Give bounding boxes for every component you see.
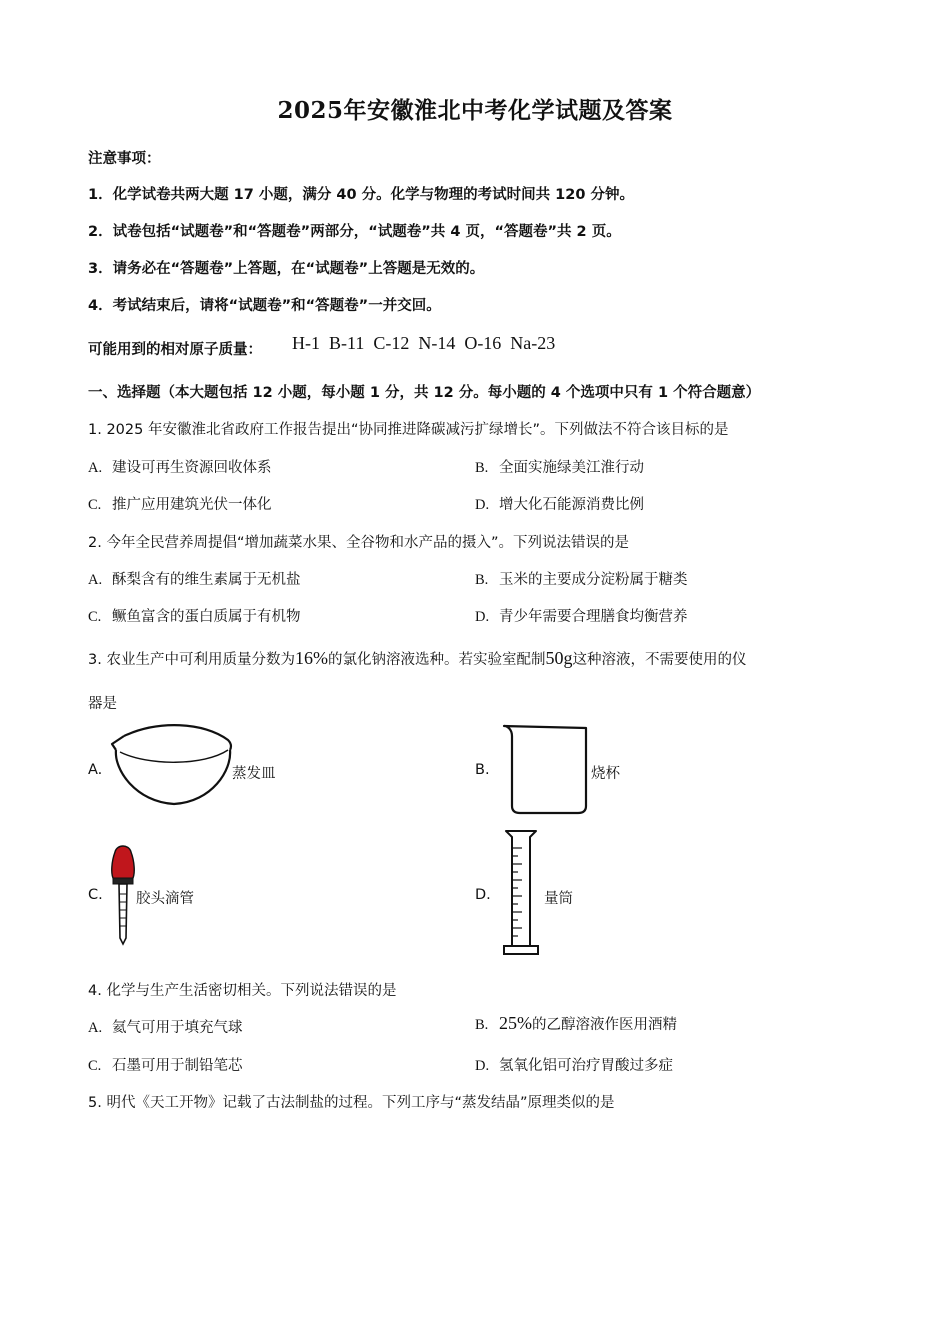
notice-item: 3．请务必在“答题卷”上答题，在“试题卷”上答题是无效的。 [88,261,485,277]
atomic-mass-label: 可能用到的相对原子质量： [88,342,262,358]
q3-option-b-label: 烧杯 [591,766,620,782]
evaporating-dish-icon [108,722,233,810]
q2-option-a: A. 酥梨含有的维生素属于无机盐 [88,572,301,588]
q3-option-d-label: 量筒 [544,891,573,907]
q4-option-d: D. 氢氧化铝可治疗胃酸过多症 [475,1058,673,1074]
question-5-stem: 5. 明代《天工开物》记载了古法制盐的过程。下列工序与“蒸发结晶”原理类似的是 [88,1095,615,1111]
q1-option-a: A. 建设可再生资源回收体系 [88,460,272,476]
q3-option-c-label: 胶头滴管 [136,891,194,907]
notice-item: 1．化学试卷共两大题 17 小题，满分 40 分。化学与物理的考试时间共 120 分钟。 [88,187,634,203]
question-1-stem: 1. 2025 年安徽淮北省政府工作报告提出“协同推进降碳减污扩绿增长”。下列做法不符合该目标的是 [88,422,729,438]
notice-item: 4．考试结束后，请将“试题卷”和“答题卷”一并交回。 [88,298,441,314]
q4-option-b: B. 25%的乙醇溶液作医用酒精 [475,1013,677,1033]
q1-option-d: D. 增大化石能源消费比例 [475,497,644,513]
q1-option-c: C. 推广应用建筑光伏一体化 [88,497,272,513]
question-4-stem: 4. 化学与生产生活密切相关。下列说法错误的是 [88,983,397,999]
atomic-mass-values: H-1 B-11 C-12 N-14 O-16 Na-23 [292,333,556,353]
q2-option-d: D. 青少年需要合理膳食均衡营养 [475,609,688,625]
q3-option-c-letter: C. [88,887,103,903]
q2-option-b: B. 玉米的主要成分淀粉属于糖类 [475,572,688,588]
page-title: 2025年安徽淮北中考化学试题及答案 [277,97,673,124]
question-2-stem: 2. 今年全民营养周提倡“增加蔬菜水果、全谷物和水产品的摄入”。下列说法错误的是 [88,535,629,551]
q4-option-a: A. 氦气可用于填充气球 [88,1020,243,1036]
notice-heading: 注意事项： [88,151,161,167]
q2-option-c: C. 鳜鱼富含的蛋白质属于有机物 [88,609,301,625]
beaker-icon [500,722,590,816]
q3-option-d-letter: D. [475,887,491,903]
q3-option-a-label: 蒸发皿 [232,766,276,782]
q1-option-b: B. 全面实施绿美江淮行动 [475,460,644,476]
graduated-cylinder-icon [500,828,544,958]
section-heading: 一、选择题（本大题包括 12 小题，每小题 1 分，共 12 分。每小题的 4 个选项中只有 1 个符合题意） [88,385,761,401]
notice-item: 2．试卷包括“试题卷”和“答题卷”两部分，“试题卷”共 4 页，“答题卷”共 2 页。 [88,224,621,240]
question-3-stem-line2: 器是 [88,696,117,712]
q3-option-a-letter: A. [88,762,103,778]
question-3-stem: 3. 农业生产中可利用质量分数为16%的氯化钠溶液选种。若实验室配制50g这种溶液，不需要使用的仪 [88,648,747,668]
q3-option-b-letter: B. [475,762,490,778]
q4-option-c: C. 石墨可用于制铅笔芯 [88,1058,243,1074]
dropper-icon [108,840,138,946]
